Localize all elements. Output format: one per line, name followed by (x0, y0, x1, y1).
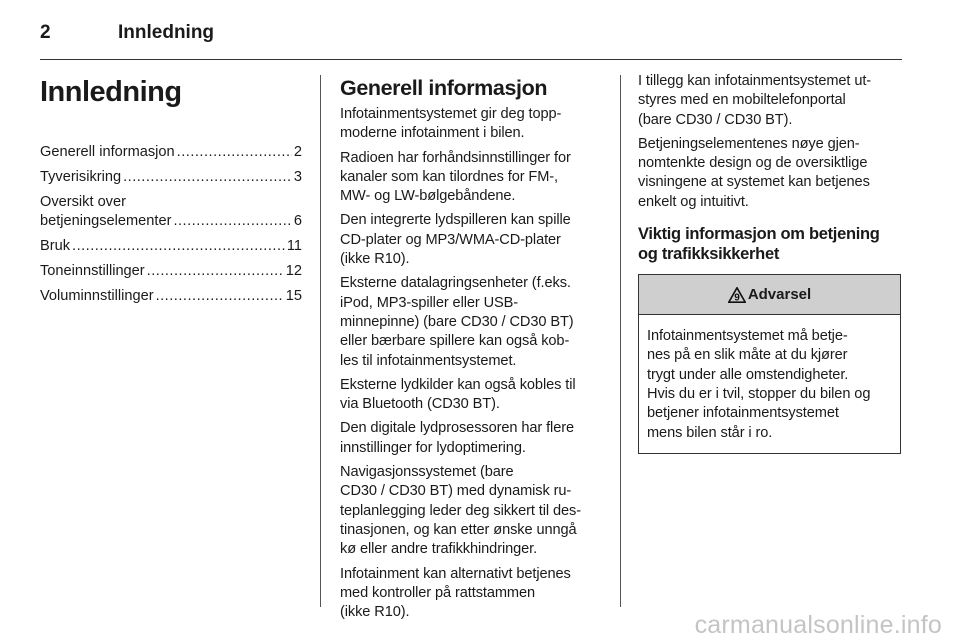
toc-entry[interactable] (40, 287, 302, 306)
toc-entry[interactable] (40, 237, 302, 256)
column-continued (638, 72, 901, 454)
toc-entry-label: Generell informasjon (40, 144, 175, 160)
section-paragraph: Infotainmentsystemet gir deg topp- moderne infotainment i bilen. (340, 106, 562, 142)
section-paragraph: Den digitale lydprosessoren har flere innstillinger for lydoptimering. (340, 420, 574, 456)
toc-entry-line (40, 212, 302, 231)
toc-entry-label: Voluminnstillinger (40, 288, 154, 304)
warning-icon-number: 9 (734, 292, 740, 303)
toc-leader-dots (156, 287, 284, 306)
section-title: Generell informasjon (340, 76, 548, 100)
section-paragraph: Den integrerte lydspilleren kan spille CD-plater og MP3/WMA-CD-plater (ikke R10). (340, 212, 571, 268)
toc-entry-line (40, 168, 302, 187)
subheading: Viktig informasjon om betjening og trafikksikkerhet (638, 225, 880, 264)
page-header (40, 18, 902, 60)
column-divider-left (320, 75, 321, 607)
toc-leader-dots (147, 262, 284, 281)
section-paragraph: Infotainment kan alternativt betjenes med kontroller på rattstammen (ikke R10). (340, 565, 571, 621)
chapter-title: Innledning (40, 76, 182, 108)
warning-title: Advarsel (747, 286, 812, 304)
warning-triangle-icon (728, 287, 746, 303)
warning-text: Infotainmentsystemet må betje- nes på en slik måte at du kjører trygt under alle omstendigheter. Hvis du er i tvil, stopper du bilen og betjener infotainmentsystemet mens bilen står i ro. (647, 328, 871, 441)
toc-entry[interactable] (40, 143, 302, 162)
toc-entry-label-line: Oversikt over (40, 194, 126, 210)
warning-box (638, 274, 901, 454)
section-paragraph: Navigasjonssystemet (bare CD30 / CD30 BT) med dynamisk ru- teplanlegging leder deg sikkert til des- tinasjonen, og kan etter ønske unngå kø eller andre trafikkhindringer. (340, 464, 581, 558)
toc-entry[interactable] (40, 168, 302, 187)
toc-entry-label: Tyverisikring (40, 169, 122, 185)
toc-entry-page: 6 (293, 213, 302, 229)
warning-header (639, 275, 900, 315)
section-paragraph: Radioen har forhåndsinnstillinger for kanaler som kan tilordnes for FM-, MW- og LW-bølgebåndene. (340, 149, 571, 205)
toc-entry-page: 2 (293, 144, 302, 160)
toc-entry-line (40, 237, 302, 256)
toc-leader-dots (123, 168, 292, 187)
body-paragraph: I tillegg kan infotainmentsystemet ut- styres med en mobiltelefonportal (bare CD30 / CD30 BT). (638, 73, 872, 128)
body-paragraph: Betjeningselementenes nøye gjen- nomtenkte design og de oversiktlige visningene at systemet kan betjenes enkelt og intuitivt. (638, 135, 870, 210)
toc-entry-line (40, 143, 302, 162)
toc-leader-dots (177, 143, 292, 162)
column-general-info (340, 72, 603, 627)
toc-entry-label: Toneinnstillinger (40, 263, 145, 279)
column-divider-right (620, 75, 621, 607)
toc-entry-line (40, 262, 302, 281)
toc-leader-dots (173, 212, 291, 231)
watermark: carmanualsonline.info (694, 611, 942, 639)
section-paragraph: Eksterne datalagringsenheter (f.eks. iPod, MP3-spiller eller USB- minnepinne) (bare CD30 / CD30 BT) eller bærbare spillere kan også kob- les til infotainmentsystemet. (340, 275, 574, 369)
page-number: 2 (40, 22, 51, 43)
table-of-contents (40, 143, 302, 306)
toc-entry-label: betjeningselementer (40, 213, 172, 229)
toc-entry-page: 15 (285, 288, 302, 304)
toc-entry-page: 12 (285, 263, 302, 279)
toc-entry-page: 11 (286, 238, 302, 254)
toc-entry-label: Bruk (40, 238, 71, 254)
toc-entry-line (40, 287, 302, 306)
section-paragraph: Eksterne lydkilder kan også kobles til via Bluetooth (CD30 BT). (340, 376, 576, 413)
toc-entry[interactable] (40, 262, 302, 281)
toc-entry[interactable] (40, 193, 302, 231)
column-contents (40, 72, 302, 312)
running-title: Innledning (118, 22, 215, 43)
toc-entry-page: 3 (293, 169, 302, 185)
toc-leader-dots (72, 237, 285, 256)
